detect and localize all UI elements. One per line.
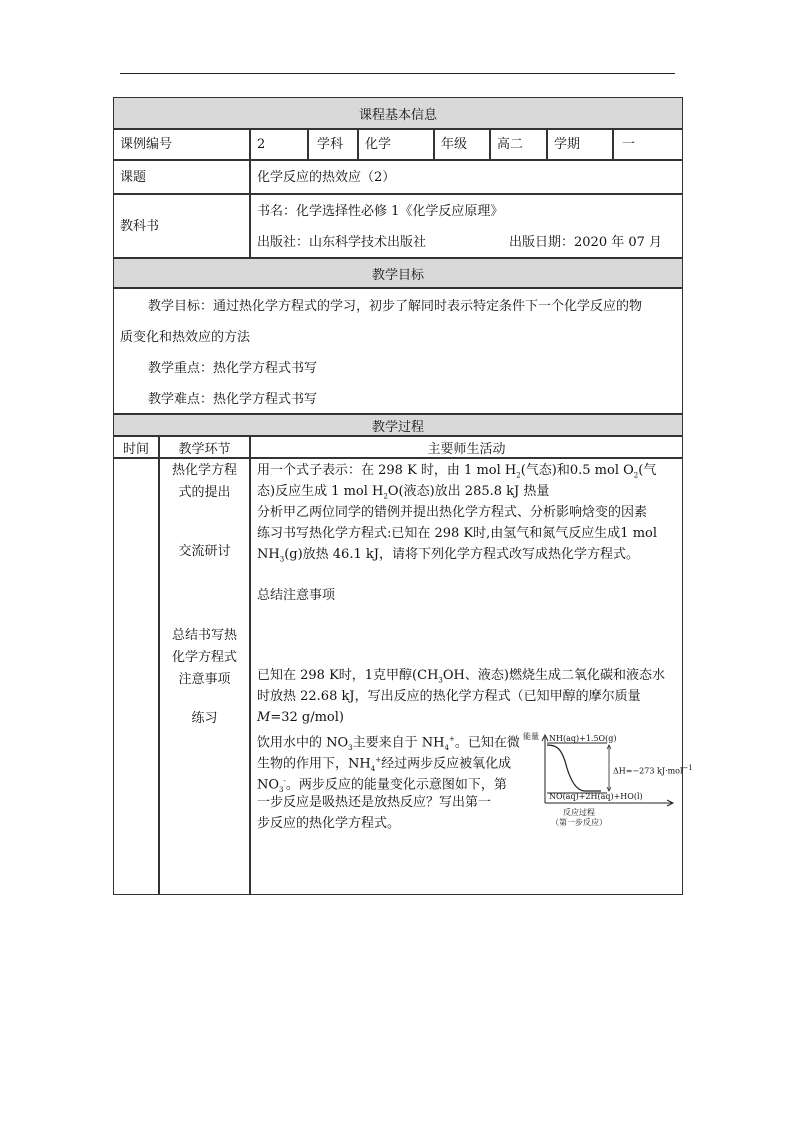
activity-4: 总结注意事项 — [257, 588, 336, 603]
section-title: 教学过程 — [371, 419, 424, 435]
energy-diagram — [523, 729, 693, 829]
activity-2: 分析甲乙两位同学的错例并提出热化学方程式、分析影响焓变的因素 — [257, 505, 648, 520]
diagram-delta-h: ΔH=−273 kJ·mol$^{-1}$ — [613, 764, 693, 776]
publish-date: 出版日期：2020 年 07 月 — [509, 235, 663, 250]
diagram-y-label: 能量 — [523, 732, 539, 741]
column-header-activity: 主要师生活动 — [250, 436, 683, 458]
difficulty: 教学难点：热化学方程式书写 — [148, 392, 318, 407]
header-rule — [120, 73, 675, 74]
activity-1-line: 用一个式子表示：在 298 K 时，由 1 mol $H_2$(气态)和0.5 mol $O_2$(气 — [257, 463, 657, 480]
label-grade: 年级 — [434, 129, 490, 160]
activity-1-line: 态)反应生成 1 mol $H_2O$(液态)放出 285.8 kJ 热量 — [257, 484, 550, 501]
activity-6-line: 饮用水中的 $NO_3$主要来自于 $NH_4^+$。已知在微 — [257, 735, 520, 752]
activity-column — [250, 458, 693, 895]
value-textbook — [250, 194, 683, 258]
diagram-top-species: NH(aq)+1.5O(g) — [549, 734, 617, 743]
activity-6-line: $NO_3^-$。两步反应的能量变化示意图如下，第 — [257, 777, 507, 794]
diagram-bottom-species: NO(aq)+2H(aq)+HO(l) — [549, 792, 643, 801]
book-name: 书名：化学选择性必修 1《化学反应原理》 — [257, 204, 504, 219]
activity-3-line: 练习书写热化学方程式:已知在 298 K时,由氢气和氮气反应生成1 mol — [257, 526, 658, 541]
label-textbook: 教科书 — [113, 194, 250, 258]
section-header-course-info — [113, 97, 683, 129]
step-1: 热化学方程 式的提出 — [171, 463, 237, 500]
label-course-no: 课例编号 — [113, 129, 250, 160]
label-term: 学期 — [547, 129, 613, 160]
goals-body — [113, 288, 683, 414]
activity-6-line: 步反应的热化学方程式。 — [257, 816, 401, 831]
step-3: 总结书写热 化学方程式 注意事项 — [171, 628, 237, 687]
value-subject: 化学 — [358, 129, 434, 160]
diagram-x-label: 反应过程 — [563, 808, 595, 817]
section-title: 教学目标 — [371, 267, 424, 283]
value-grade: 高二 — [490, 129, 547, 160]
key-point: 教学重点：热化学方程式书写 — [148, 361, 318, 376]
value-topic: 化学反应的热效应（2） — [250, 160, 683, 194]
value-term: 一 — [613, 129, 683, 160]
activity-5-line: M=32 g/mol) — [257, 710, 344, 725]
column-header-step: 教学环节 — [159, 436, 250, 458]
column-header-time: 时间 — [113, 436, 159, 458]
goal-line: 教学目标：通过热化学方程式的学习，初步了解同时表示特定条件下一个化学反应的物 — [148, 299, 643, 314]
label-subject: 学科 — [308, 129, 358, 160]
label-topic: 课题 — [113, 160, 250, 194]
activity-5-line: 时放热 22.68 kJ，写出反应的热化学方程式（已知甲醇的摩尔质量 — [257, 689, 641, 704]
step-column — [159, 458, 250, 895]
time-column — [113, 458, 159, 895]
section-header-goals — [113, 258, 683, 288]
publisher: 出版社：山东科学技术出版社 — [257, 235, 427, 250]
activity-6-line: 一步反应是吸热还是放热反应？写出第一 — [257, 795, 492, 810]
section-header-process — [113, 414, 683, 436]
step-2: 交流研讨 — [178, 544, 231, 559]
activity-3-line: $NH_3(g)$放热 46.1 kJ，请将下列化学方程式改写成热化学方程式。 — [257, 547, 639, 564]
diagram-caption: （第一步反应） — [551, 818, 607, 827]
activity-5-line: 已知在 298 K时，1克甲醇($CH_3OH$、液态)燃烧生成二氧化碳和液态水 — [257, 668, 665, 685]
goal-line: 质变化和热效应的方法 — [120, 330, 251, 345]
value-course-no: 2 — [250, 129, 308, 160]
section-title: 课程基本信息 — [358, 107, 437, 123]
activity-6-line: 生物的作用下，$NH_4^+$经过两步反应被氧化成 — [257, 756, 512, 773]
step-4: 练习 — [191, 711, 218, 726]
